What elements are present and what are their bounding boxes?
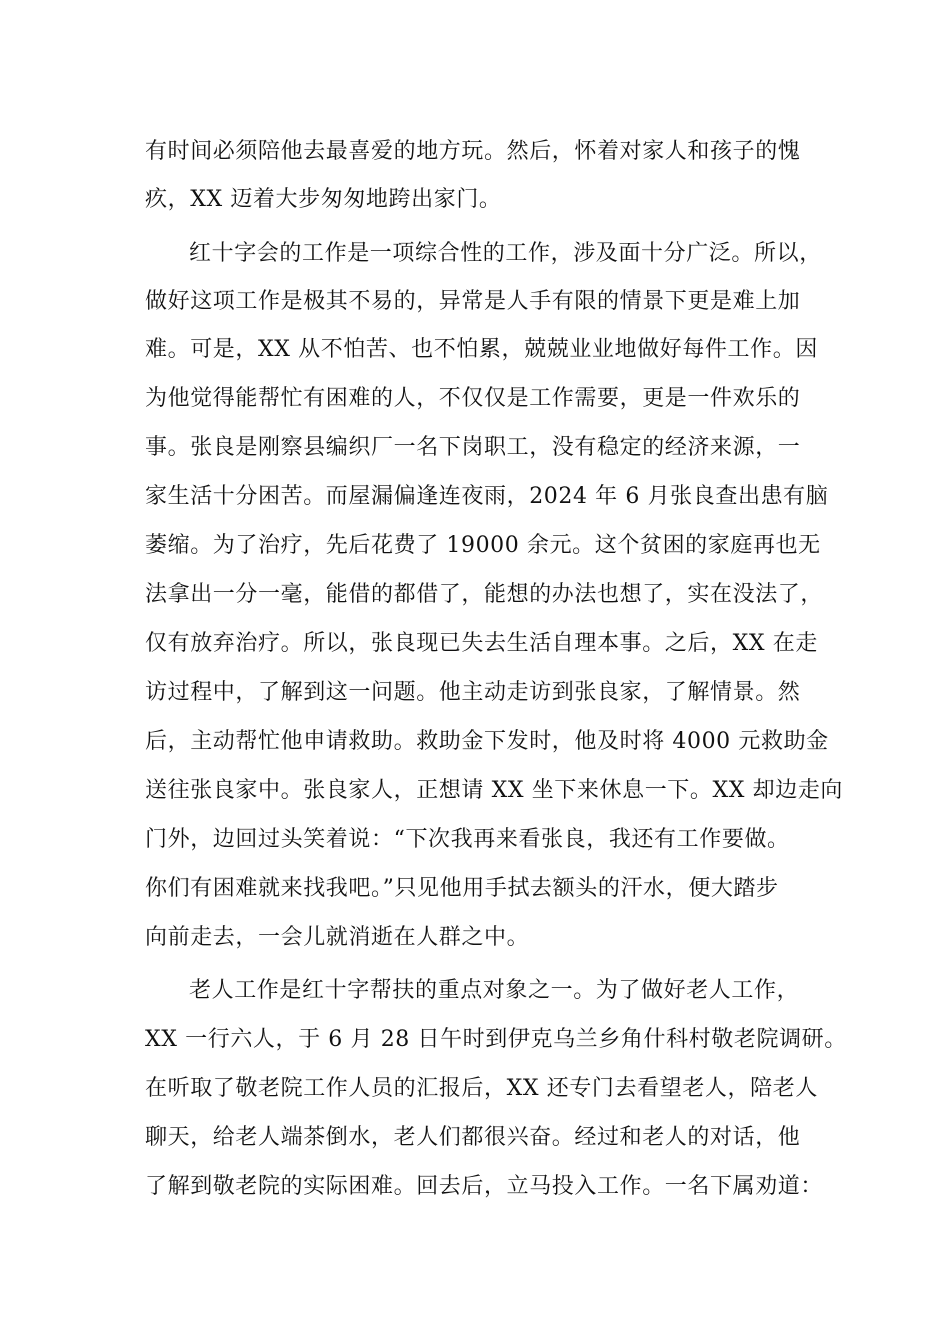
text-line: 仅有放弃治疗。所以，张良现已失去生活自理本事。之后，XX 在走 (145, 631, 818, 656)
text-line: 向前走去，一会儿就消逝在人群之中。 (145, 925, 530, 950)
paragraph-start-line: 老人工作是红十字帮扶的重点对象之一。为了做好老人工作， (189, 978, 800, 1003)
text-line: 疚，XX 迈着大步匆匆地跨出家门。 (145, 187, 502, 212)
text-line: 萎缩。为了治疗，先后花费了 19000 余元。这个贫困的家庭再也无 (145, 533, 821, 558)
text-line: 事。张良是刚察县编织厂一名下岗职工，没有稳定的经济来源，一 (145, 435, 801, 460)
text-line: 访过程中，了解到这一问题。他主动走访到张良家，了解情景。然 (145, 680, 801, 705)
text-line: XX 一行六人，于 6 月 28 日午时到伊克乌兰乡角什科村敬老院调研。 (145, 1027, 847, 1052)
text-line: 为他觉得能帮忙有困难的人，不仅仅是工作需要，更是一件欢乐的 (145, 386, 801, 411)
text-line: 有时间必须陪他去最喜爱的地方玩。然后，怀着对家人和孩子的愧 (145, 139, 801, 164)
text-line: 法拿出一分一毫，能借的都借了，能想的办法也想了，实在没法了， (145, 582, 824, 607)
text-line: 做好这项工作是极其不易的，异常是人手有限的情景下更是难上加 (145, 289, 801, 314)
text-line: 你们有困难就来找我吧。”只见他用手拭去额头的汗水，便大踏步 (145, 876, 779, 901)
text-line: 送往张良家中。张良家人，正想请 XX 坐下来休息一下。XX 却边走向 (145, 778, 844, 803)
paragraph-start-line: 红十字会的工作是一项综合性的工作，涉及面十分广泛。所以， (189, 241, 822, 266)
text-line: 了解到敬老院的实际困难。回去后，立马投入工作。一名下属劝道： (145, 1174, 824, 1199)
text-line: 后，主动帮忙他申请救助。救助金下发时，他及时将 4000 元救助金 (145, 729, 829, 754)
text-line: 难。可是，XX 从不怕苦、也不怕累，兢兢业业地做好每件工作。因 (145, 337, 818, 362)
text-line: 聊天，给老人端茶倒水，老人们都很兴奋。经过和老人的对话，他 (145, 1125, 801, 1150)
text-line: 家生活十分困苦。而屋漏偏逢连夜雨，2024 年 6 月张良查出患有脑 (145, 484, 829, 509)
text-line: 门外，边回过头笑着说：“下次我再来看张良，我还有工作要做。 (145, 827, 790, 852)
text-line: 在听取了敬老院工作人员的汇报后，XX 还专门去看望老人，陪老人 (145, 1076, 818, 1101)
